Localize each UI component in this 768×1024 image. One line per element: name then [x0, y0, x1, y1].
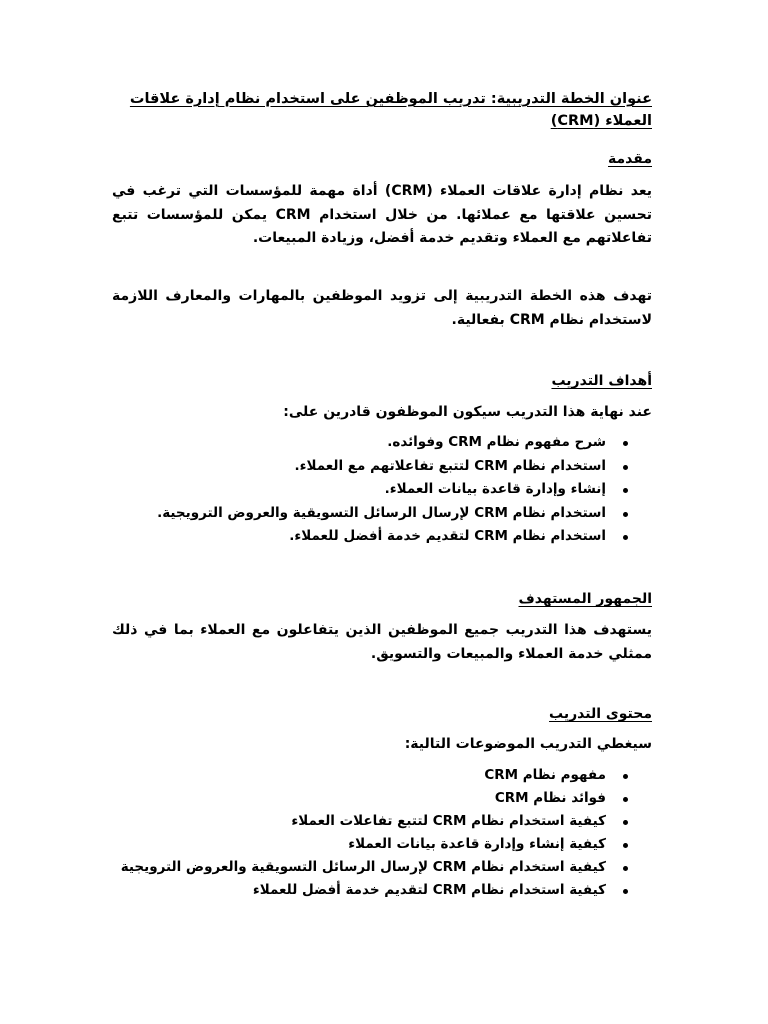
intro-paragraph-2: تهدف هذه الخطة التدريبية إلى تزويد الموظفين بالمهارات والمعارف اللازمة لاستخدام نظام CRM بفعالية. [112, 288, 652, 328]
intro-heading: مقدمة [608, 151, 652, 167]
list-item: إنشاء وإدارة قاعدة بيانات العملاء. [152, 478, 652, 502]
objectives-heading: أهداف التدريب [551, 373, 652, 389]
bullet-icon [623, 512, 628, 517]
bullet-icon [623, 866, 628, 871]
list-item: كيفية إنشاء وإدارة قاعدة بيانات العملاء [152, 833, 652, 856]
bullet-icon [623, 465, 628, 470]
bullet-icon [623, 488, 628, 493]
bullet-icon [623, 774, 628, 779]
list-item: استخدام نظام CRM لتتبع تفاعلاتهم مع العملاء. [152, 455, 652, 479]
bullet-icon [623, 820, 628, 825]
bullet-icon [623, 535, 628, 540]
audience-heading: الجمهور المستهدف [518, 591, 652, 607]
content-lead: سيغطي التدريب الموضوعات التالية: [404, 736, 652, 752]
list-item: فوائد نظام CRM [152, 787, 652, 810]
bullet-icon [623, 889, 628, 894]
bullet-icon [623, 441, 628, 446]
list-item: كيفية استخدام نظام CRM لإرسال الرسائل التسويقية والعروض الترويجية [152, 856, 652, 879]
bullet-icon [623, 843, 628, 848]
content-heading: محتوى التدريب [549, 706, 652, 722]
audience-paragraph: يستهدف هذا التدريب جميع الموظفين الذين يتفاعلون مع العملاء بما في ذلك ممثلي خدمة العملاء والمبيعات والتسويق. [112, 622, 652, 662]
objectives-lead: عند نهاية هذا التدريب سيكون الموظفون قادرين على: [283, 404, 652, 420]
bullet-icon [623, 797, 628, 802]
document-title: عنوان الخطة التدريبية: تدريب الموظفين على استخدام نظام إدارة علاقات العملاء (CRM) [129, 91, 652, 129]
objectives-list [152, 431, 652, 549]
list-item: استخدام نظام CRM لإرسال الرسائل التسويقية والعروض الترويجية. [152, 502, 652, 526]
content-list [120, 764, 652, 902]
list-item: استخدام نظام CRM لتقديم خدمة أفضل للعملاء. [152, 525, 652, 549]
list-item: كيفية استخدام نظام CRM لتقديم خدمة أفضل للعملاء [152, 879, 652, 902]
list-item: مفهوم نظام CRM [152, 764, 652, 787]
intro-paragraph-1: يعد نظام إدارة علاقات العملاء (CRM) أداة مهمة للمؤسسات التي ترغب في تحسين علاقتها مع عملائها. من خلال استخدام CRM يمكن للمؤسسات تتبع تفاعلاتهم مع العملاء وتقديم خدمة أفضل، وزيادة المبيعات. [112, 183, 653, 246]
list-item: كيفية استخدام نظام CRM لتتبع تفاعلات العملاء [152, 810, 652, 833]
list-item: شرح مفهوم نظام CRM وفوائده. [152, 431, 652, 455]
